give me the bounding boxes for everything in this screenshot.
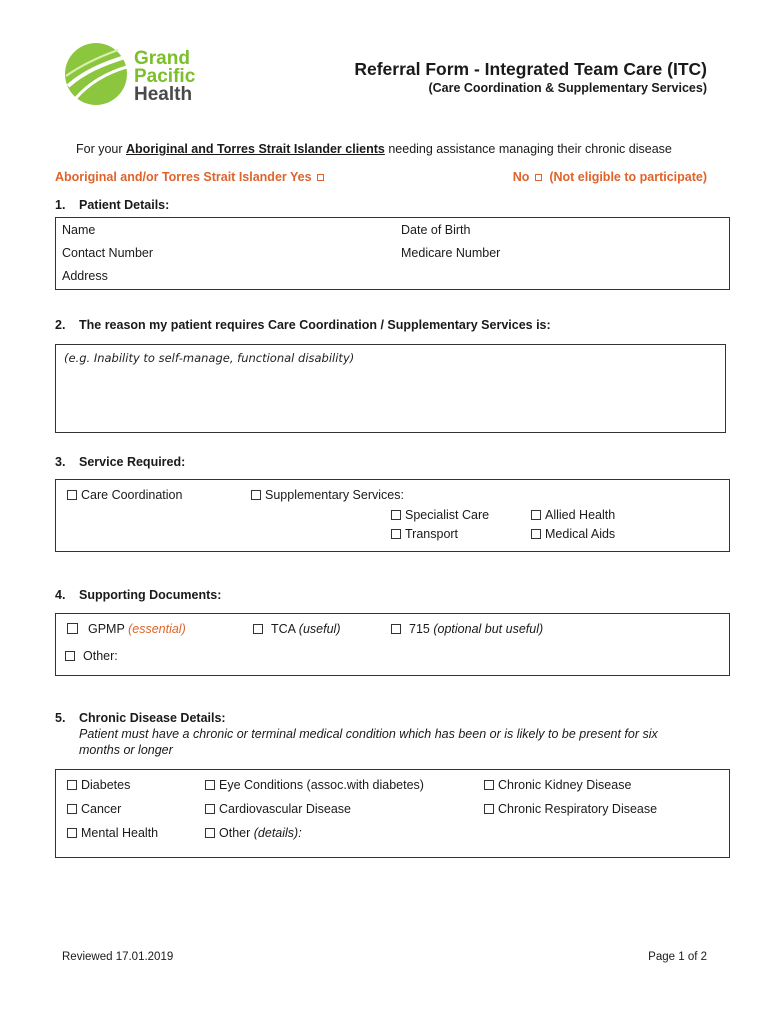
intro-prefix: For your <box>76 142 127 156</box>
section5-note-line1: Patient must have a chronic or terminal medical condition which has been or is likely to be present for six <box>79 727 658 741</box>
item715-checkbox[interactable] <box>391 624 401 634</box>
section3-heading <box>55 455 185 469</box>
kidney-label: Chronic Kidney Disease <box>498 778 632 792</box>
section2-title: The reason my patient requires Care Coordination / Supplementary Services is: <box>79 318 551 332</box>
mental-health-option[interactable] <box>67 826 158 840</box>
other-doc-checkbox[interactable] <box>65 651 75 661</box>
reviewed-date: Reviewed 17.01.2019 <box>62 951 174 963</box>
gpmp-note: (essential) <box>128 622 186 636</box>
kidney-checkbox[interactable] <box>484 780 494 790</box>
allied-health-checkbox[interactable] <box>531 510 541 520</box>
eligibility-no-label: No <box>512 170 530 184</box>
kidney-option[interactable] <box>484 778 631 792</box>
section5-heading <box>55 711 226 725</box>
section4-title: Supporting Documents: <box>79 588 222 602</box>
patient-details-box <box>55 217 730 290</box>
section3-title: Service Required: <box>79 455 186 469</box>
cardio-checkbox[interactable] <box>205 804 215 814</box>
section2-number: 2. <box>55 318 66 332</box>
other-doc-label: Other: <box>83 649 118 663</box>
eligibility-yes-checkbox[interactable] <box>317 174 324 181</box>
item715-option[interactable] <box>391 622 543 636</box>
name-field-label[interactable]: Name <box>62 223 96 237</box>
cancer-option[interactable] <box>67 802 121 816</box>
eligibility-no-checkbox[interactable] <box>535 174 542 181</box>
eye-label: Eye Conditions (assoc.with diabetes) <box>219 778 424 792</box>
eligibility-yes <box>55 170 324 184</box>
specialist-care-label: Specialist Care <box>405 508 490 522</box>
logo-line-2: Pacific <box>134 66 196 87</box>
cancer-label: Cancer <box>81 802 122 816</box>
gpmp-label: GPMP <box>88 622 125 636</box>
cardio-label: Cardiovascular Disease <box>219 802 352 816</box>
page-title: Referral Form - Integrated Team Care (ITC) <box>354 59 707 79</box>
logo-mark-icon <box>62 42 134 106</box>
medical-aids-option[interactable] <box>531 527 615 541</box>
item715-note: (optional but useful) <box>433 622 544 636</box>
other-disease-label: Other <box>219 826 251 840</box>
care-coordination-checkbox[interactable] <box>67 490 77 500</box>
other-disease-checkbox[interactable] <box>205 828 215 838</box>
dob-field-label[interactable]: Date of Birth <box>401 223 471 237</box>
address-field-label[interactable]: Address <box>62 269 108 283</box>
contact-field-label[interactable]: Contact Number <box>62 246 154 260</box>
eligibility-yes-label: Aboriginal and/or Torres Strait Islander Yes <box>55 170 312 184</box>
tca-label: TCA <box>271 622 296 636</box>
intro-suffix: needing assistance managing their chronic disease <box>384 142 672 156</box>
gpmp-checkbox[interactable] <box>67 623 78 634</box>
other-disease-option[interactable] <box>205 826 302 840</box>
logo-line-3: Health <box>134 84 193 105</box>
diabetes-option[interactable] <box>67 778 130 792</box>
diabetes-label: Diabetes <box>81 778 131 792</box>
transport-option[interactable] <box>391 527 458 541</box>
tca-note: (useful) <box>298 622 341 636</box>
intro-text <box>76 142 672 156</box>
section2-heading <box>55 318 551 332</box>
section5-note-line2: months or longer <box>79 743 173 757</box>
medicare-field-label[interactable]: Medicare Number <box>401 246 501 260</box>
allied-health-option[interactable] <box>531 508 615 522</box>
section1-heading <box>55 198 169 212</box>
logo-line-1: Grand <box>134 48 190 69</box>
specialist-care-option[interactable] <box>391 508 489 522</box>
supplementary-checkbox[interactable] <box>251 490 261 500</box>
respiratory-label: Chronic Respiratory Disease <box>498 802 658 816</box>
section1-number: 1. <box>55 198 66 212</box>
respiratory-checkbox[interactable] <box>484 804 494 814</box>
section5-number: 5. <box>55 711 66 725</box>
cancer-checkbox[interactable] <box>67 804 77 814</box>
section4-number: 4. <box>55 588 66 602</box>
other-doc-option[interactable] <box>65 649 118 663</box>
intro-emphasis: Aboriginal and Torres Strait Islander clients <box>126 142 385 156</box>
eligibility-no-note: (Not eligible to participate) <box>549 170 707 184</box>
page-subtitle: (Care Coordination & Supplementary Services) <box>428 81 707 95</box>
transport-label: Transport <box>405 527 459 541</box>
reason-placeholder: (e.g. Inability to self-manage, functional disability) <box>64 351 355 365</box>
allied-health-label: Allied Health <box>545 508 616 522</box>
eye-checkbox[interactable] <box>205 780 215 790</box>
gpmp-option[interactable] <box>67 622 186 636</box>
tca-checkbox[interactable] <box>253 624 263 634</box>
page-number: Page 1 of 2 <box>648 951 707 963</box>
section1-title: Patient Details: <box>79 198 170 212</box>
item715-label: 715 <box>409 622 430 636</box>
supplementary-option[interactable] <box>251 488 404 502</box>
supplementary-label: Supplementary Services: <box>265 488 404 502</box>
medical-aids-checkbox[interactable] <box>531 529 541 539</box>
cardio-option[interactable] <box>205 802 351 816</box>
section5-title: Chronic Disease Details: <box>79 711 226 725</box>
mental-health-checkbox[interactable] <box>67 828 77 838</box>
transport-checkbox[interactable] <box>391 529 401 539</box>
specialist-care-checkbox[interactable] <box>391 510 401 520</box>
care-coordination-label: Care Coordination <box>81 488 183 502</box>
other-disease-note: (details): <box>253 826 302 840</box>
section4-heading <box>55 588 221 602</box>
care-coordination-option[interactable] <box>67 488 182 502</box>
logo-text <box>134 50 195 104</box>
respiratory-option[interactable] <box>484 802 657 816</box>
tca-option[interactable] <box>253 622 340 636</box>
eligibility-no <box>513 170 707 184</box>
mental-health-label: Mental Health <box>81 826 159 840</box>
diabetes-checkbox[interactable] <box>67 780 77 790</box>
eye-option[interactable] <box>205 778 424 792</box>
medical-aids-label: Medical Aids <box>545 527 616 541</box>
section3-number: 3. <box>55 455 66 469</box>
